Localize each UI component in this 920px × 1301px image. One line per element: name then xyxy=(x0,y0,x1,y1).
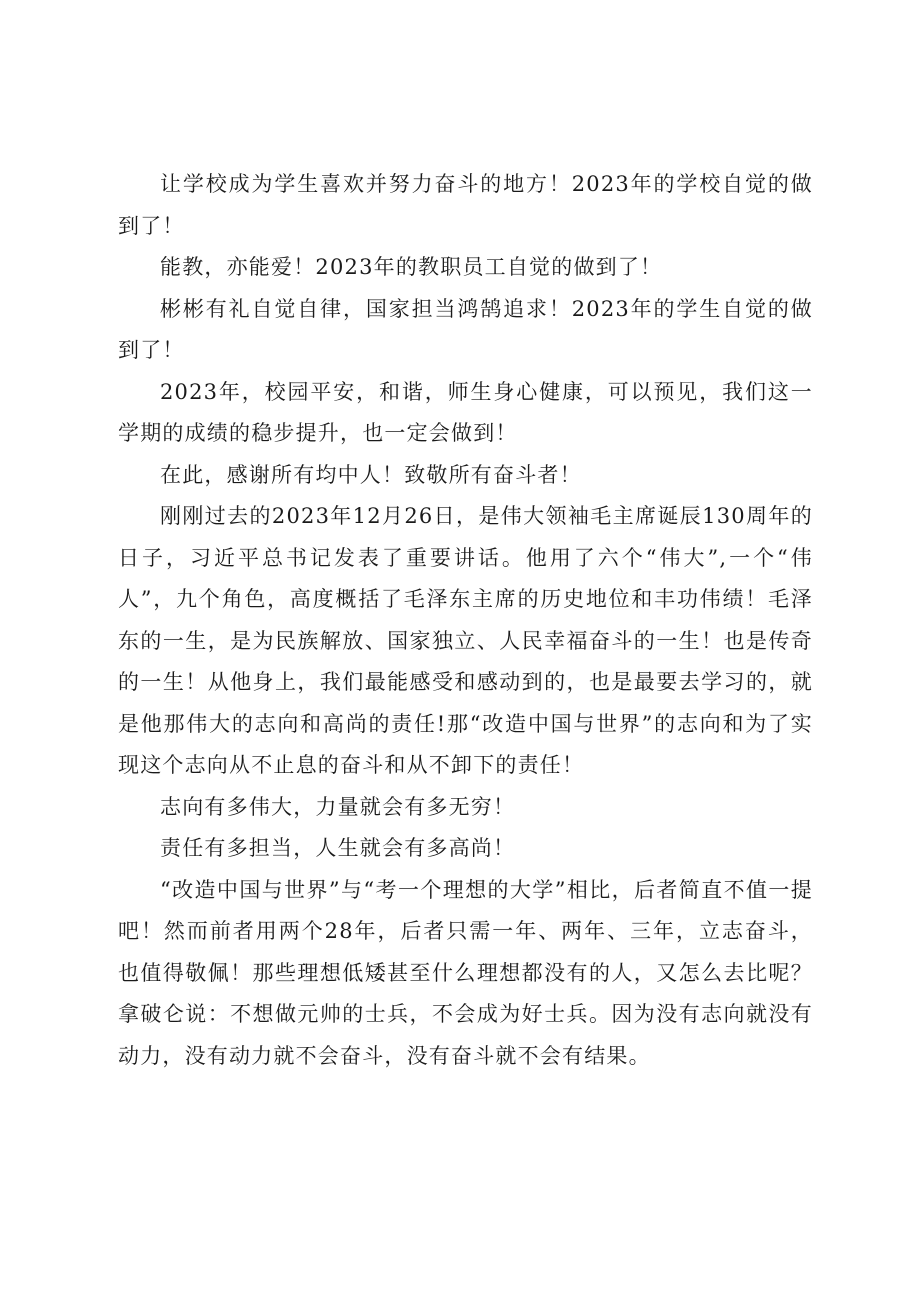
paragraph-1: 让学校成为学生喜欢并努力奋斗的地方！2023年的学校自觉的做到了！ xyxy=(118,172,813,238)
paragraph-6: 刚刚过去的2023年12月26日，是伟大领袖毛主席诞辰130周年的日子，习近平总书记发表了重要讲话。他用了六个“伟大”,一个“伟人”，九个角色，高度概括了毛泽东主席的历史地位和丰功伟绩！毛泽东的一生，是为民族解放、国家独立、人民幸福奋斗的一生！也是传奇的一生！从他身上，我们最能感受和感动到的，也是最要去学习的，就是他那伟大的志向和高尚的责任!那“改造中国与世界”的志向和为了实现这个志向从不止息的奋斗和从不卸下的责任！ xyxy=(118,504,813,777)
document-body xyxy=(118,164,813,1077)
paragraph-2: 能教，亦能爱！2023年的教职员工自觉的做到了！ xyxy=(160,255,663,279)
paragraph-9: “改造中国与世界”与“考一个理想的大学”相比，后者简直不值一提吧！然而前者用两个28年，后者只需一年、两年、三年，立志奋斗，也值得敬佩！那些理想低矮甚至什么理想都没有的人，又怎么去比呢？拿破仑说：不想做元帅的士兵，不会成为好士兵。因为没有志向就没有动力，没有动力就不会奋斗，没有奋斗就不会有结果。 xyxy=(118,877,813,1068)
paragraph-7: 志向有多伟大，力量就会有多无穷！ xyxy=(160,794,516,819)
paragraph-8: 责任有多担当，人生就会有多高尚！ xyxy=(160,836,516,860)
paragraph-5: 在此，感谢所有均中人！致敬所有奋斗者！ xyxy=(160,462,582,487)
paragraph-4: 2023年，校园平安，和谐，师生身心健康，可以预见，我们这一学期的成绩的稳步提升，也一定会做到！ xyxy=(118,379,813,445)
paragraph-3: 彬彬有礼自觉自律，国家担当鸿鹄追求！2023年的学生自觉的做到了！ xyxy=(118,296,813,362)
